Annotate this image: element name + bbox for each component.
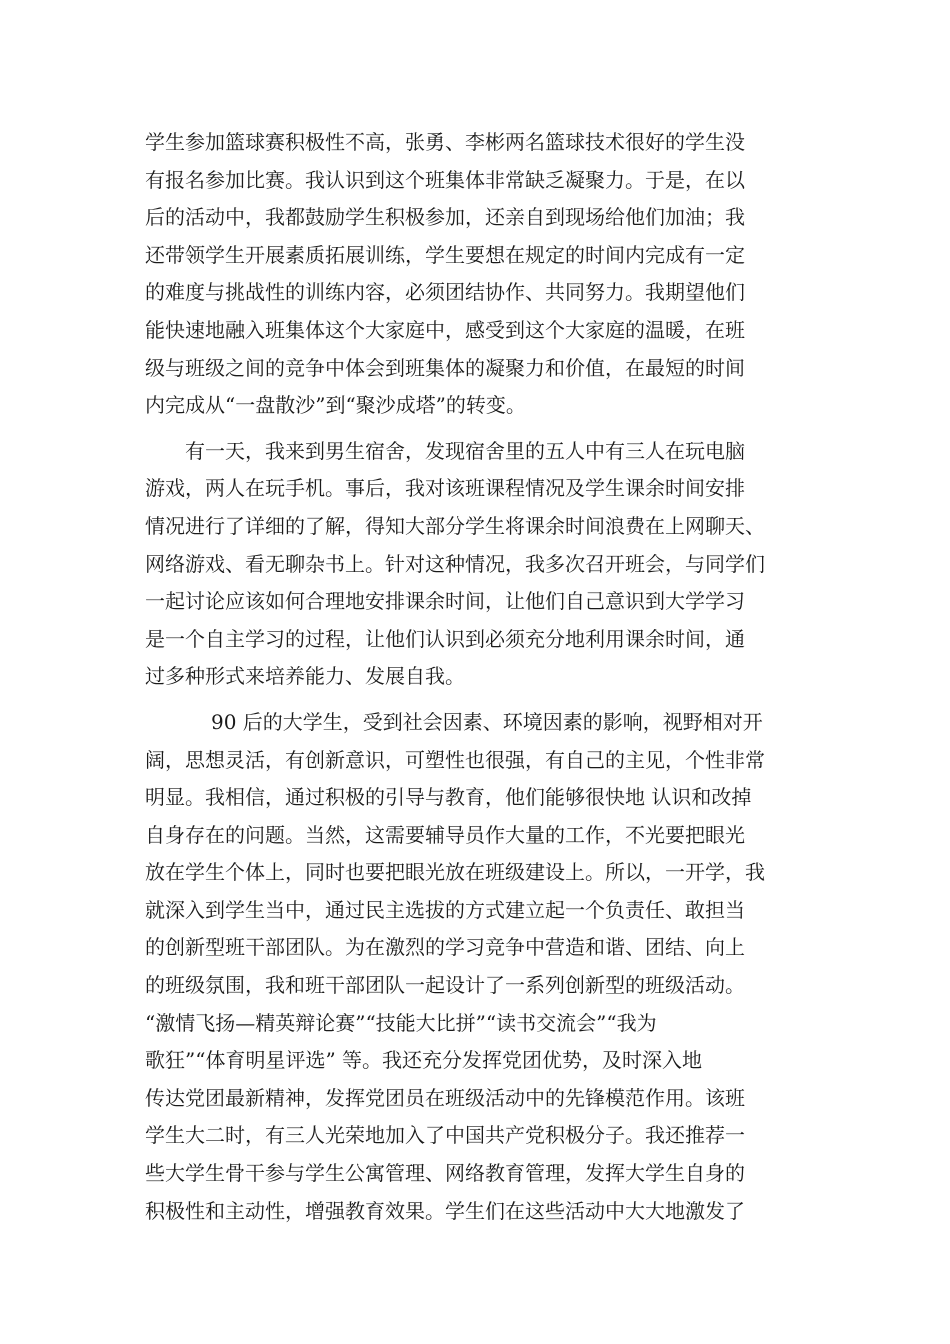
text-line: 放在学生个体上，同时也要把眼光放在班级建设上。所以，一开学，我	[145, 860, 765, 885]
paragraph-start-line: 有一天，我来到男生宿舍，发现宿舍里的五人中有三人在玩电脑	[185, 438, 745, 463]
body-text	[145, 124, 825, 1230]
text-line: 能快速地融入班集体这个大家庭中，感受到这个大家庭的温暖，在班	[145, 317, 745, 342]
text-line: 传达党团最新精神，发挥党团员在班级活动中的先锋模范作用。该班	[145, 1085, 745, 1110]
text-line: 学生参加篮球赛积极性不高，张勇、李彬两名篮球技术很好的学生没	[145, 130, 745, 154]
text-line: 积极性和主动性，增强教育效果。学生们在这些活动中大大地激发了	[145, 1198, 745, 1223]
text-line: 歌狂”“体育明星评选” 等。我还充分发挥党团优势，及时深入地	[145, 1048, 703, 1073]
text-line: 明显。我相信，通过积极的引导与教育，他们能够很快地 认识和改掉	[145, 785, 752, 810]
text-line: 级与班级之间的竞争中体会到班集体的凝聚力和价值，在最短的时间	[145, 355, 745, 380]
text-line: 游戏，两人在玩手机。事后，我对该班课程情况及学生课余时间安排	[145, 476, 745, 501]
text-line: 就深入到学生当中，通过民主选拔的方式建立起一个负责任、敢担当	[145, 897, 745, 922]
text-line: 网络游戏、看无聊杂书上。针对这种情况，我多次召开班会，与同学们	[145, 551, 765, 576]
text-line: 还带领学生开展素质拓展训练，学生要想在规定的时间内完成有一定	[145, 242, 745, 267]
text-line: 情况进行了详细的了解，得知大部分学生将课余时间浪费在上网聊天、	[145, 513, 765, 538]
text-line: 内完成从“一盘散沙”到“聚沙成塔”的转变。	[145, 393, 526, 418]
text-line: “激情飞扬—精英辩论赛”“技能大比拼”“读书交流会”“我为	[145, 1010, 657, 1035]
text-line: 自身存在的问题。当然，这需要辅导员作大量的工作，不光要把眼光	[145, 822, 745, 847]
text-line: 一起讨论应该如何合理地安排课余时间，让他们自己意识到大学学习	[145, 589, 745, 614]
text-line: 些大学生骨干参与学生公寓管理、网络教育管理，发挥大学生自身的	[145, 1161, 745, 1186]
text-line: 后的活动中，我都鼓励学生积极参加，还亲自到现场给他们加油；我	[145, 205, 745, 230]
text-line: 的班级氛围，我和班干部团队一起设计了一系列创新型的班级活动。	[145, 973, 745, 998]
text-line: 的创新型班干部团队。为在激烈的学习竞争中营造和谐、团结、向上	[145, 935, 745, 960]
text-line: 的难度与挑战性的训练内容，必须团结协作、共同努力。我期望他们	[145, 280, 745, 305]
text-line: 有报名参加比赛。我认识到这个班集体非常缺乏凝聚力。于是，在以	[145, 167, 745, 192]
paragraph-start-line: 90 后的大学生，受到社会因素、环境因素的影响，视野相对开	[211, 709, 763, 734]
text-line: 阔，思想灵活，有创新意识，可塑性也很强，有自己的主见，个性非常	[145, 747, 765, 772]
text-line: 是一个自主学习的过程，让他们认识到必须充分地利用课余时间，通	[145, 626, 745, 651]
text-line: 学生大二时，有三人光荣地加入了中国共产党积极分子。我还推荐一	[145, 1123, 745, 1148]
text-line: 过多种形式来培养能力、发展自我。	[145, 664, 465, 689]
